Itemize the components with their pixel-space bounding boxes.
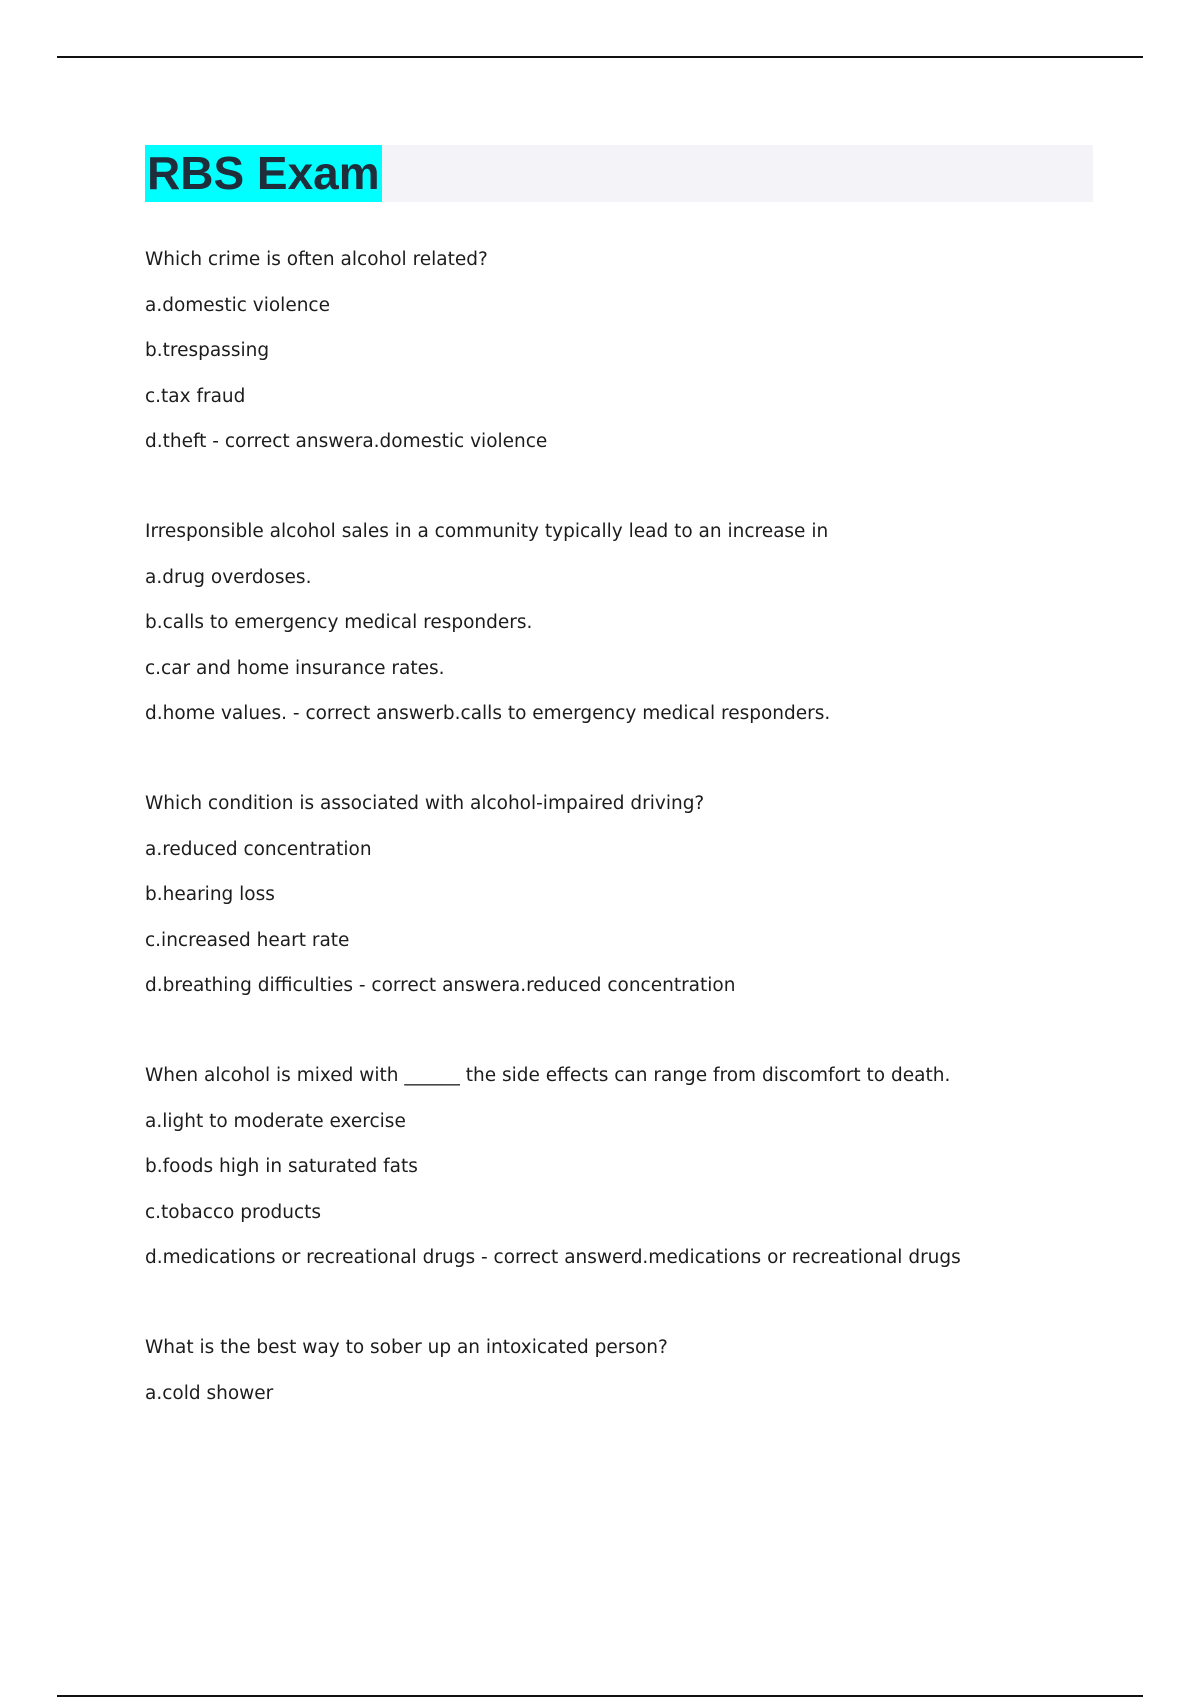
bottom-rule xyxy=(57,1695,1143,1697)
document-title: RBS Exam xyxy=(145,145,382,202)
question-block xyxy=(145,787,1095,1059)
question-block xyxy=(145,515,1095,787)
answer-option: b.hearing loss xyxy=(145,884,275,905)
answer-option-with-correct-answer: d.theft - correct answera.domestic violence xyxy=(145,431,548,452)
answer-option: a.light to moderate exercise xyxy=(145,1110,406,1132)
question-block xyxy=(145,243,1095,515)
answer-option: a.reduced concentration xyxy=(145,838,372,860)
answer-option-with-correct-answer: d.medications or recreational drugs - correct answerd.medications or recreational drugs xyxy=(145,1247,961,1268)
answer-option: a.domestic violence xyxy=(145,294,330,316)
answer-option: a.cold shower xyxy=(145,1382,274,1404)
top-rule xyxy=(57,56,1143,58)
answer-option: b.calls to emergency medical responders. xyxy=(145,612,533,633)
answer-option: c.tax fraud xyxy=(145,385,246,407)
question-block xyxy=(145,1331,1095,1603)
title-band xyxy=(145,145,1093,202)
question-text: Irresponsible alcohol sales in a community typically lead to an increase in xyxy=(145,521,829,542)
answer-option: c.tobacco products xyxy=(145,1201,322,1223)
question-block xyxy=(145,1059,1095,1331)
answer-option: a.drug overdoses. xyxy=(145,566,312,588)
answer-option: c.increased heart rate xyxy=(145,929,350,951)
answer-option: c.car and home insurance rates. xyxy=(145,657,445,679)
question-text: When alcohol is mixed with ______ the side effects can range from discomfort to death. xyxy=(145,1065,951,1086)
answer-option: b.trespassing xyxy=(145,340,270,361)
question-text: Which condition is associated with alcohol-impaired driving? xyxy=(145,793,705,814)
answer-option-with-correct-answer: d.home values. - correct answerb.calls to emergency medical responders. xyxy=(145,703,831,724)
answer-option-with-correct-answer: d.breathing difficulties - correct answera.reduced concentration xyxy=(145,975,736,996)
question-list xyxy=(145,243,1095,1603)
answer-option: b.foods high in saturated fats xyxy=(145,1156,418,1177)
question-text: Which crime is often alcohol related? xyxy=(145,249,488,270)
question-text: What is the best way to sober up an intoxicated person? xyxy=(145,1337,668,1358)
